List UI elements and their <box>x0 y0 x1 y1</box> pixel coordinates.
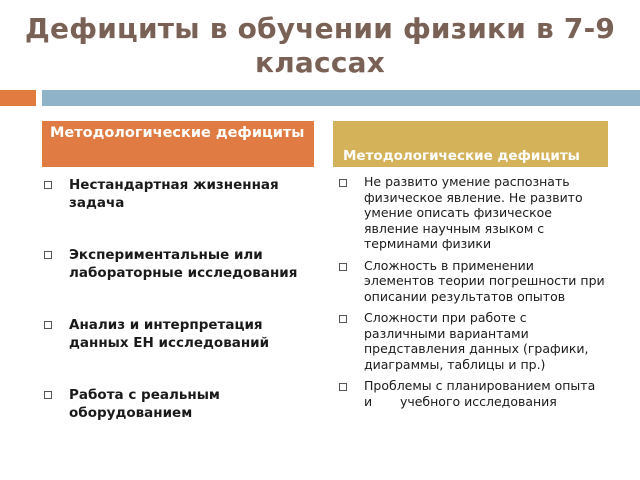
accent-band-blue <box>42 90 640 106</box>
accent-band-orange <box>0 90 36 106</box>
right-column-header-text: Методологические дефициты <box>343 148 580 164</box>
left-column-header-text: Методологические дефициты <box>50 125 305 141</box>
list-item: Анализ и интерпретация данных ЕН исследований <box>44 316 312 352</box>
slide-title: Дефициты в обучении физики в 7-9 классах <box>24 12 616 79</box>
list-item: Работа с реальным оборудованием <box>44 386 312 422</box>
list-item: Сложности при работе с различными вариантами представления данных (графики, диаграммы, таблицы и пр.) <box>339 310 607 372</box>
list-item: Нестандартная жизненная задача <box>44 176 312 212</box>
list-item: Не развито умение распознать физическое явление. Не развито умение описать физическое явление научным языком с терминами физики <box>339 174 607 252</box>
left-column-list <box>44 176 312 456</box>
list-item: Проблемы с планированием опыта и учебного исследования <box>339 378 607 409</box>
left-column-header <box>42 121 314 167</box>
right-column-header <box>333 121 608 167</box>
list-item: Сложность в применении элементов теории погрешности при описании результатов опытов <box>339 258 607 305</box>
right-column-list <box>339 174 607 415</box>
list-item: Экспериментальные или лабораторные исследования <box>44 246 312 282</box>
